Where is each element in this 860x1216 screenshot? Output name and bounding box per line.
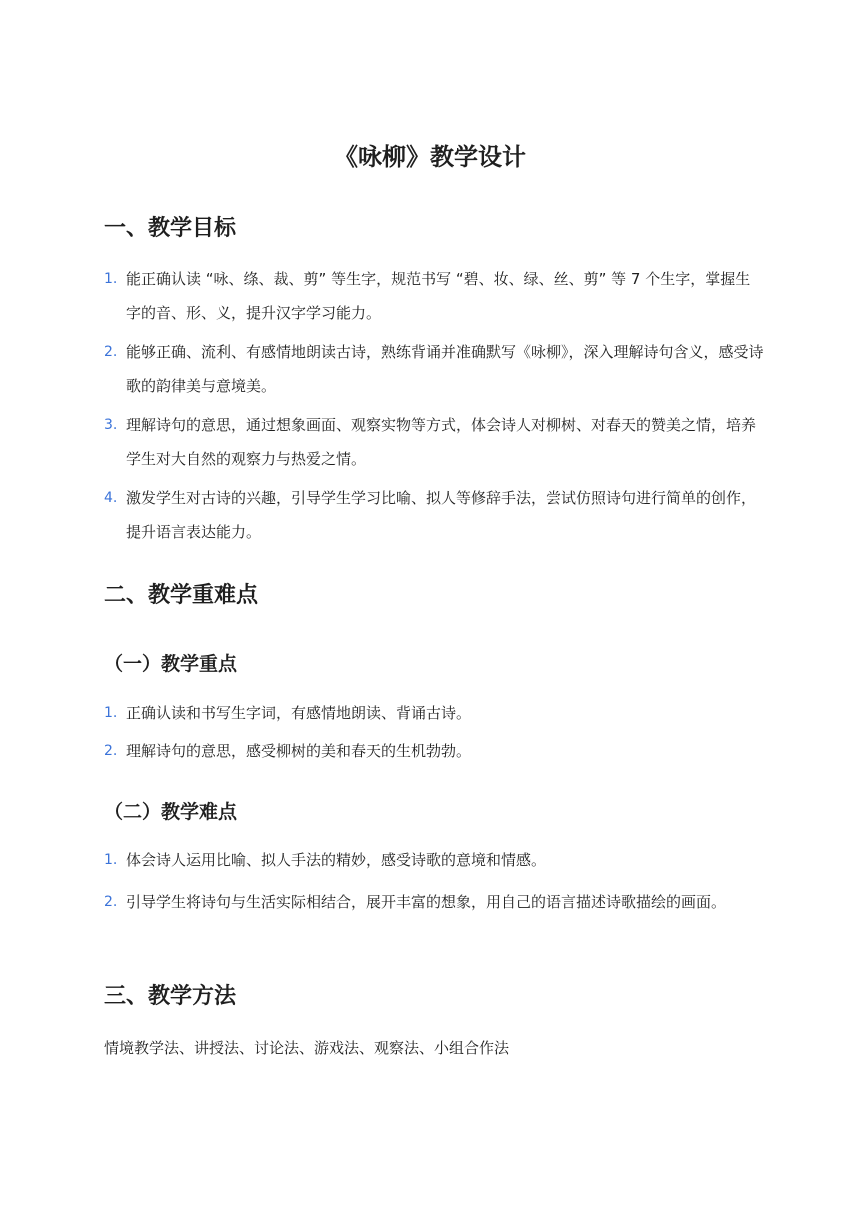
section-heading-methods: 三、教学方法 <box>104 984 237 1009</box>
list-item-text: 能正确认读 “咏、绦、裁、剪” 等生字，规范书写 “碧、妆、绿、丝、剪” 等 7 个生字，掌握生字的音、形、义，提升汉字学习能力。 <box>126 270 751 322</box>
list-item-text: 引导学生将诗句与生活实际相结合，展开丰富的想象，用自己的语言描述诗歌描绘的画面。 <box>126 893 727 911</box>
list-item <box>104 734 764 768</box>
difficulty-list <box>104 843 764 919</box>
subsection-heading-difficulty: （二）教学难点 <box>104 801 238 823</box>
list-item <box>104 885 764 919</box>
list-number: 2. <box>104 344 118 360</box>
list-number: 3. <box>104 417 118 433</box>
focus-list <box>104 696 764 768</box>
list-item-text: 体会诗人运用比喻、拟人手法的精妙，感受诗歌的意境和情感。 <box>126 851 547 869</box>
list-item-text: 能够正确、流利、有感情地朗读古诗，熟练背诵并准确默写《咏柳》，深入理解诗句含义，感受诗歌的韵律美与意境美。 <box>126 343 764 395</box>
list-item <box>104 481 764 549</box>
list-item <box>104 843 764 877</box>
list-number: 4. <box>104 490 118 506</box>
list-item <box>104 408 764 476</box>
list-number: 2. <box>104 743 118 759</box>
subsection-heading-focus: （一）教学重点 <box>104 653 238 675</box>
document-title: 《咏柳》教学设计 <box>334 143 526 171</box>
list-item-text: 激发学生对古诗的兴趣，引导学生学习比喻、拟人等修辞手法，尝试仿照诗句进行简单的创作，提升语言表达能力。 <box>126 489 757 541</box>
list-number: 1. <box>104 705 118 721</box>
list-number: 2. <box>104 894 118 910</box>
section-heading-key-points: 二、教学重难点 <box>104 583 259 608</box>
methods-text: 情境教学法、讲授法、讨论法、游戏法、观察法、小组合作法 <box>104 1039 510 1057</box>
list-number: 1. <box>104 852 118 868</box>
list-number: 1. <box>104 271 118 287</box>
list-item <box>104 262 764 330</box>
list-item-text: 理解诗句的意思，通过想象画面、观察实物等方式，体会诗人对柳树、对春天的赞美之情，培养学生对大自然的观察力与热爱之情。 <box>126 416 757 468</box>
objectives-list <box>104 262 764 549</box>
list-item-text: 正确认读和书写生字词，有感情地朗读、背诵古诗。 <box>126 704 472 722</box>
list-item <box>104 696 764 730</box>
section-heading-objectives: 一、教学目标 <box>104 216 237 241</box>
list-item <box>104 335 764 403</box>
list-item-text: 理解诗句的意思，感受柳树的美和春天的生机勃勃。 <box>126 742 472 760</box>
